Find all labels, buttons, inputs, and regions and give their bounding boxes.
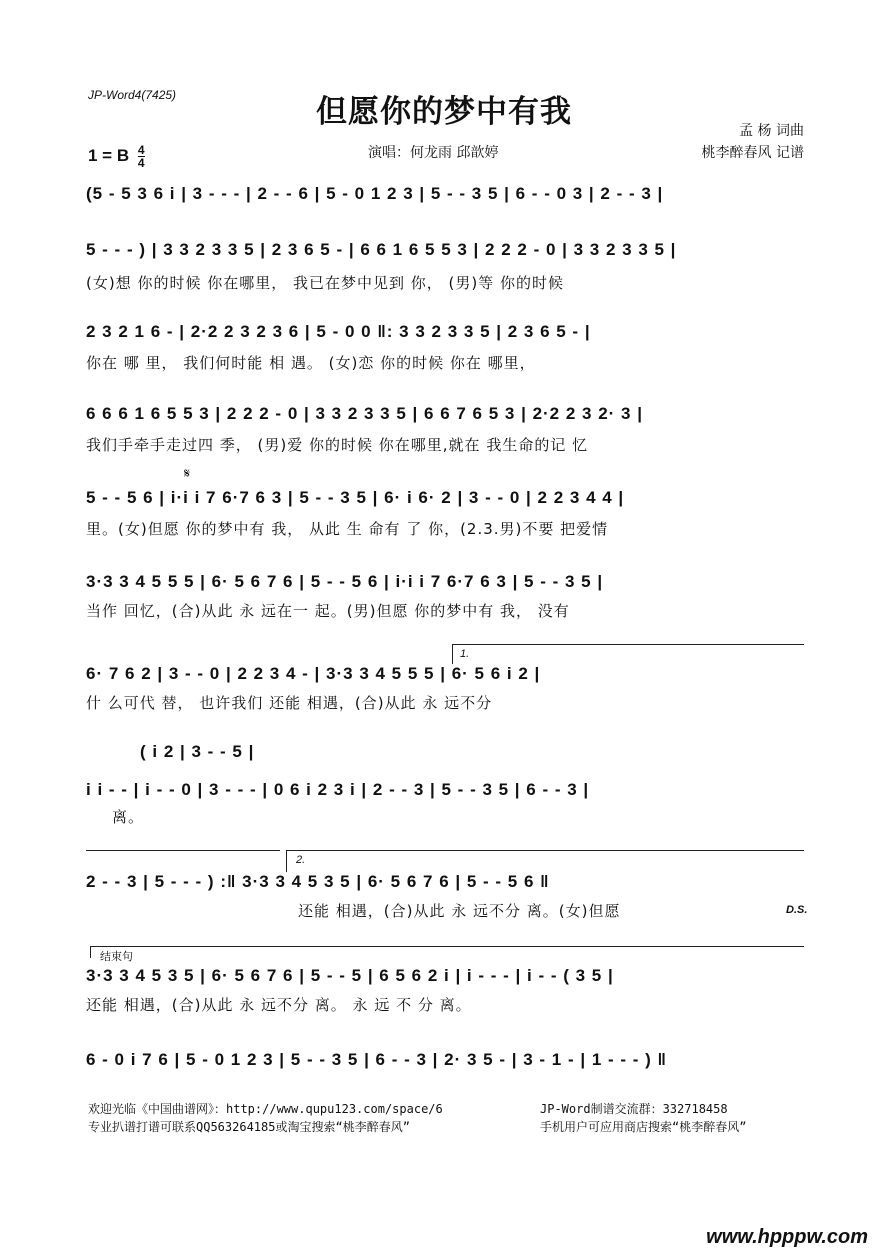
score-line-8: i i - - | i - - 0 | 3 - - - | 0 6 i 2 3 i | 2 - - 3 | 5 - - 3 5 | 6 - - 3 | xyxy=(86,780,590,799)
volta-1-bracket xyxy=(452,644,804,645)
transcriber-credit: 桃李醉春风 记谱 xyxy=(701,145,804,161)
meter-bottom: 4 xyxy=(137,156,145,170)
song-title: 但愿你的梦中有我 xyxy=(316,94,572,130)
volta-2-hook xyxy=(286,850,287,872)
time-signature xyxy=(138,144,145,169)
score-line-10: 3·3 3 4 5 3 5 | 6· 5 6 7 6 | 5 - - 5 | 6 5 6 2 i | i - - - | i - - ( 3 5 | xyxy=(86,966,614,985)
footer-group: JP-Word制谱交流群：332718458 xyxy=(540,1102,728,1116)
lyric-line-9: 还能 相遇，(合)从此 永 远不分 离。(女)但愿 xyxy=(298,902,621,920)
score-line-8-ossia: ( i 2 | 3 - - 5 | xyxy=(140,742,255,761)
lyric-line-6: 当作 回忆，(合)从此 永 远在一 起。(男)但愿 你的梦中有 我， 没有 xyxy=(86,602,570,620)
coda-bracket xyxy=(90,946,804,947)
lyric-line-7: 什 么可代 替， 也许我们 还能 相遇，(合)从此 永 远不分 xyxy=(86,694,493,712)
volta-1-hook xyxy=(452,644,453,664)
lyric-line-5: 里。(女)但愿 你的梦中有 我， 从此 生 命有 了 你，(2.3.男)不要 把爱情 xyxy=(86,520,609,538)
score-line-6: 3·3 3 4 5 5 5 | 6· 5 6 7 6 | 5 - - 5 6 | i·i i 7 6·7 6 3 | 5 - - 3 5 | xyxy=(86,572,604,591)
lyric-line-3: 你在 哪 里， 我们何时能 相 遇。 (女)恋 你的时候 你在 哪里， xyxy=(86,354,536,372)
key-label: 1 = B xyxy=(88,145,130,165)
lyric-line-10: 还能 相遇，(合)从此 永 远不分 离。 永 远 不 分 离。 xyxy=(86,996,472,1014)
score-line-5: 5 - - 5 6 | i·i i 7 6·7 6 3 | 5 - - 3 5 | 6· i 6· 2 | 3 - - 0 | 2 2 3 4 4 | xyxy=(86,488,625,507)
dal-segno-mark: D.S. xyxy=(786,904,808,916)
score-line-1: (5 - 5 3 6 i | 3 - - - | 2 - - 6 | 5 - 0 1 2 3 | 5 - - 3 5 | 6 - - 0 3 | 2 - - 3 | xyxy=(86,184,664,203)
score-line-11: 6 - 0 i 7 6 | 5 - 0 1 2 3 | 5 - - 3 5 | 6 - - 3 | 2· 3 5 - | 3 - 1 - | 1 - - - ) ‖ xyxy=(86,1050,667,1069)
lyricist-credit: 孟 杨 词曲 xyxy=(739,123,804,139)
coda-label: 结束句 xyxy=(100,951,133,963)
footer-website: 欢迎光临《中国曲谱网》：http://www.qupu123.com/space/6 xyxy=(88,1102,443,1116)
score-line-7: 6· 7 6 2 | 3 - - 0 | 2 2 3 4 - | 3·3 3 4 5 5 5 | 6· 5 6 i 2 | xyxy=(86,664,541,683)
footer-app: 手机用户可应用商店搜索“桃李醉春风” xyxy=(540,1120,747,1134)
score-line-3: 2 3 2 1 6 - | 2·2 2 3 2 3 6 | 5 - 0 0 ‖: 3 3 2 3 3 5 | 2 3 6 5 - | xyxy=(86,322,591,341)
lyric-line-2: (女)想 你的时候 你在哪里， 我已在梦中见到 你， (男)等 你的时候 xyxy=(86,274,565,292)
lyric-line-4: 我们手牵手走过四 季， (男)爱 你的时候 你在哪里,就在 我生命的记 忆 xyxy=(86,436,589,454)
meter-top: 4 xyxy=(137,143,145,157)
segno-sign: 𝄋 xyxy=(184,466,191,482)
key-signature xyxy=(88,144,145,169)
coda-hook xyxy=(90,946,91,958)
lyric-line-8: 离。 xyxy=(112,808,145,826)
software-label: JP-Word4(7425) xyxy=(88,88,177,102)
volta-1-continuation xyxy=(86,850,280,851)
score-line-4: 6 6 6 1 6 5 5 3 | 2 2 2 - 0 | 3 3 2 3 3 5 | 6 6 7 6 5 3 | 2·2 2 3 2· 3 | xyxy=(86,404,643,423)
score-line-2: 5 - - - ) | 3 3 2 3 3 5 | 2 3 6 5 - | 6 6 1 6 5 5 3 | 2 2 2 - 0 | 3 3 2 3 3 5 | xyxy=(86,240,677,259)
volta-2-bracket xyxy=(286,850,804,851)
footer-contact: 专业扒谱打谱可联系QQ563264185或淘宝搜索“桃李醉春风” xyxy=(88,1120,410,1134)
singers-credit: 演唱：何龙雨 邱歆婷 xyxy=(368,145,499,161)
volta-2-label: 2. xyxy=(296,854,306,866)
volta-1-label: 1. xyxy=(460,648,470,660)
watermark: www.hpppw.com xyxy=(706,1226,868,1248)
score-line-9: 2 - - 3 | 5 - - - ) :‖ 3·3 3 4 5 3 5 | 6· 5 6 7 6 | 5 - - 5 6 ‖ xyxy=(86,872,550,891)
